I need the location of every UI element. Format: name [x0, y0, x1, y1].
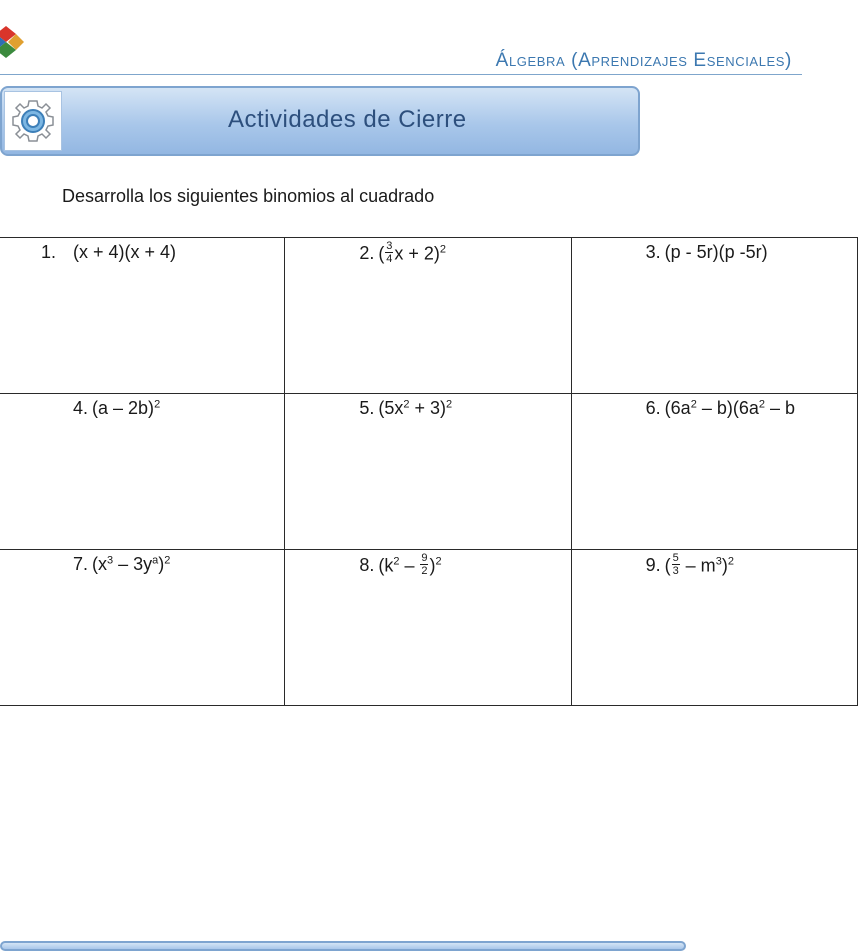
exercise-expression: [359, 242, 446, 267]
fraction-numerator: 9: [421, 552, 428, 564]
exponent: 2: [690, 398, 697, 411]
exponent: 2: [435, 555, 442, 568]
exercise-expression: [359, 398, 452, 419]
fraction: [672, 552, 680, 577]
exercise-expression: [73, 554, 170, 575]
exercise-cell[interactable]: [0, 394, 285, 550]
expr-part: ): [721, 555, 728, 576]
exercise-number: 5.: [359, 398, 375, 418]
exercise-cell[interactable]: [285, 550, 571, 706]
exercise-cell[interactable]: [571, 238, 857, 394]
fraction-denominator: 4: [386, 253, 393, 265]
fraction-numerator: 3: [386, 240, 393, 252]
expr-part: – b: [764, 398, 796, 418]
expr-part: (5x: [378, 398, 404, 418]
exercise-expression: (x + 4)(x + 4): [73, 242, 177, 262]
header-divider: [0, 74, 802, 75]
exercise-number: 1.: [41, 242, 57, 262]
expr-part: – m: [680, 555, 716, 576]
exponent: 2: [393, 555, 400, 568]
exercise-grid: [0, 237, 858, 706]
exponent: 2: [439, 243, 446, 256]
exponent: 3: [107, 554, 114, 567]
instructions-text: Desarrolla los siguientes binomios al cuadrado: [62, 186, 435, 206]
exercise-cell[interactable]: [571, 394, 857, 550]
exercise-cell[interactable]: [0, 550, 285, 706]
exercise-cell[interactable]: [285, 394, 571, 550]
exponent: 2: [758, 398, 765, 411]
expr-part: (p - 5r)(p -5r): [664, 242, 768, 262]
exercise-cell[interactable]: [0, 238, 285, 394]
expr-part: (6a: [664, 398, 691, 418]
fraction: [385, 240, 393, 265]
exercise-number: 3.: [645, 242, 661, 262]
exercise-cell[interactable]: [571, 550, 857, 706]
footer-banner: [0, 941, 686, 951]
expr-part: + 3): [409, 398, 447, 418]
exercise-number: 2.: [359, 243, 375, 264]
fraction: [420, 552, 428, 577]
header-title: Álgebra (Aprendizajes Esenciales): [495, 50, 792, 71]
expr-part: (x: [92, 554, 108, 574]
fraction-numerator: 5: [672, 552, 679, 564]
exercise-number: 4.: [73, 398, 89, 418]
exponent: 2: [154, 398, 161, 411]
exponent: 3: [715, 555, 722, 568]
fraction-denominator: 2: [421, 565, 428, 577]
exponent: 2: [403, 398, 410, 411]
exponent: 2: [164, 554, 171, 567]
exponent: 2: [446, 398, 453, 411]
exercise-expression: [73, 398, 160, 419]
exercise-number: 9.: [645, 555, 661, 576]
expr-part: – 3y: [113, 554, 153, 574]
exercise-number: 8.: [359, 555, 375, 576]
exercise-number: 6.: [645, 398, 661, 418]
exercise-cell[interactable]: [285, 238, 571, 394]
expr-part: – b)(6a: [696, 398, 759, 418]
banner-icon-frame: [4, 91, 62, 151]
expr-part: (: [664, 555, 671, 576]
section-banner: [0, 86, 640, 156]
exercise-expression: [359, 554, 441, 579]
exponent: 2: [727, 555, 734, 568]
exercise-expression: [646, 242, 768, 263]
expr-part: ): [158, 554, 165, 574]
banner-title: Actividades de Cierre: [228, 106, 467, 133]
gear-icon: [8, 96, 58, 146]
expr-part: x + 2): [394, 243, 440, 264]
expr-part: (a – 2b): [92, 398, 155, 418]
expr-part: (k: [378, 555, 394, 576]
exponent: a: [152, 554, 159, 567]
logo-icon: [0, 22, 28, 62]
exercise-expression: [646, 398, 795, 419]
exercise-expression: [646, 554, 734, 579]
expr-part: ): [429, 555, 436, 576]
expr-part: (: [378, 243, 385, 264]
expr-part: –: [399, 555, 420, 576]
fraction-denominator: 3: [672, 565, 679, 577]
exercise-number: 7.: [73, 554, 89, 574]
